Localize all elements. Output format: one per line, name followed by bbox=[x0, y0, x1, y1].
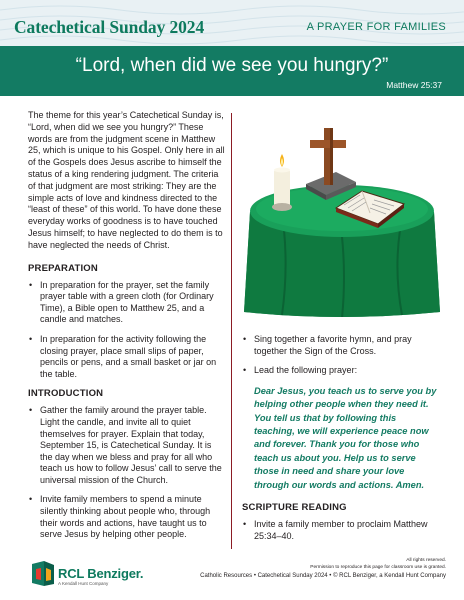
list-item: • Lead the following prayer: bbox=[243, 365, 358, 376]
intro-paragraph: The theme for this year’s Catechetical Sunday is, “Lord, when did we see you hungry?” These words are from the judgment scene in Matthew 25, which is unique to his Gospel. Only here in all of the Gospels does Jesus ascribe to himself the status of a king rendering judgment. The criteria of that judgment are most striking: They are the simple acts of love and kindness directed to the “least of these” of this world. To have done these everyday works of goodness is to have touched Jesus himself; to have neglected to do them is to have neglected the needs of Christ. bbox=[28, 110, 225, 250]
scripture-list bbox=[242, 519, 438, 542]
left-column bbox=[28, 110, 226, 549]
list-item: • Sing together a favorite hymn, and pray together the Sign of the Cross. bbox=[243, 334, 412, 356]
list-item: • Invite a family member to proclaim Matthew 25:34–40. bbox=[243, 519, 428, 541]
bullet-icon: • bbox=[29, 405, 33, 416]
publisher-logo bbox=[30, 560, 160, 590]
prayer-table-illustration bbox=[244, 112, 440, 317]
list-item: • In preparation for the prayer, set the family prayer table with a green cloth (for Ordinary Time), a Bible open to Matthew 25, and a candle and matches. bbox=[29, 279, 214, 325]
scripture-heading: SCRIPTURE READING bbox=[242, 502, 347, 514]
footer-notes bbox=[200, 557, 446, 580]
logo-tagline: A Kendall Hunt Company bbox=[58, 581, 109, 586]
bullet-icon: • bbox=[243, 365, 247, 376]
series-label: A PRAYER FOR FAMILIES bbox=[306, 21, 446, 33]
rights-notice: All rights reserved. bbox=[406, 558, 446, 563]
introduction-list bbox=[28, 405, 226, 541]
prayer-steps-list bbox=[242, 334, 438, 377]
bullet-icon: • bbox=[243, 334, 247, 344]
introduction-heading: INTRODUCTION bbox=[28, 388, 104, 400]
list-item: • Gather the family around the prayer table. Light the candle, and invite all to quiet themselves for prayer. Explain that today, September 15, is Catechetical Sunday. It is the day when we bless and pray for all who teach us how to follow Jesus’ call to serve the universal mission of the Church. bbox=[29, 405, 222, 485]
list-item: • In preparation for the activity following the closing prayer, place small slips of paper, pencils or pens, and a small basket or jar on the table. bbox=[29, 333, 217, 379]
banner-reference: Matthew 25:37 bbox=[386, 80, 442, 90]
bullet-icon: • bbox=[29, 279, 33, 290]
permission-notice: Permission to reproduce this page for classroom use is granted. bbox=[310, 565, 446, 570]
banner-quote: “Lord, when did we see you hungry?” bbox=[75, 55, 389, 76]
logo-wordmark: RCL Benziger. bbox=[58, 566, 144, 581]
column-divider bbox=[231, 113, 232, 549]
preparation-heading: PREPARATION bbox=[28, 262, 98, 274]
rcl-logo-icon bbox=[30, 560, 56, 588]
preparation-list bbox=[28, 280, 226, 381]
right-column bbox=[242, 334, 438, 550]
header-band bbox=[0, 0, 464, 46]
quote-banner bbox=[0, 46, 464, 96]
bullet-icon: • bbox=[29, 333, 33, 344]
credit-line: Catholic Resources • Catechetical Sunday 2024 • © RCL Benziger, a Kendall Hunt Company bbox=[200, 573, 446, 579]
bullet-icon: • bbox=[29, 494, 33, 505]
bullet-icon: • bbox=[243, 519, 247, 530]
closing-prayer: Dear Jesus, you teach us to serve you by helping other people when they need it. You tell us that by following this teaching, we will experience peace now and forever. Thank you for those who teach us about you. Help us to serve those in need and share your love through our words and actions. Amen. bbox=[254, 385, 437, 490]
list-item: • Invite family members to spend a minute silently thinking about people who, through their words and actions, have taught us to serve Jesus by helping other people. bbox=[29, 494, 211, 540]
document-title: Catechetical Sunday 2024 bbox=[14, 17, 205, 37]
